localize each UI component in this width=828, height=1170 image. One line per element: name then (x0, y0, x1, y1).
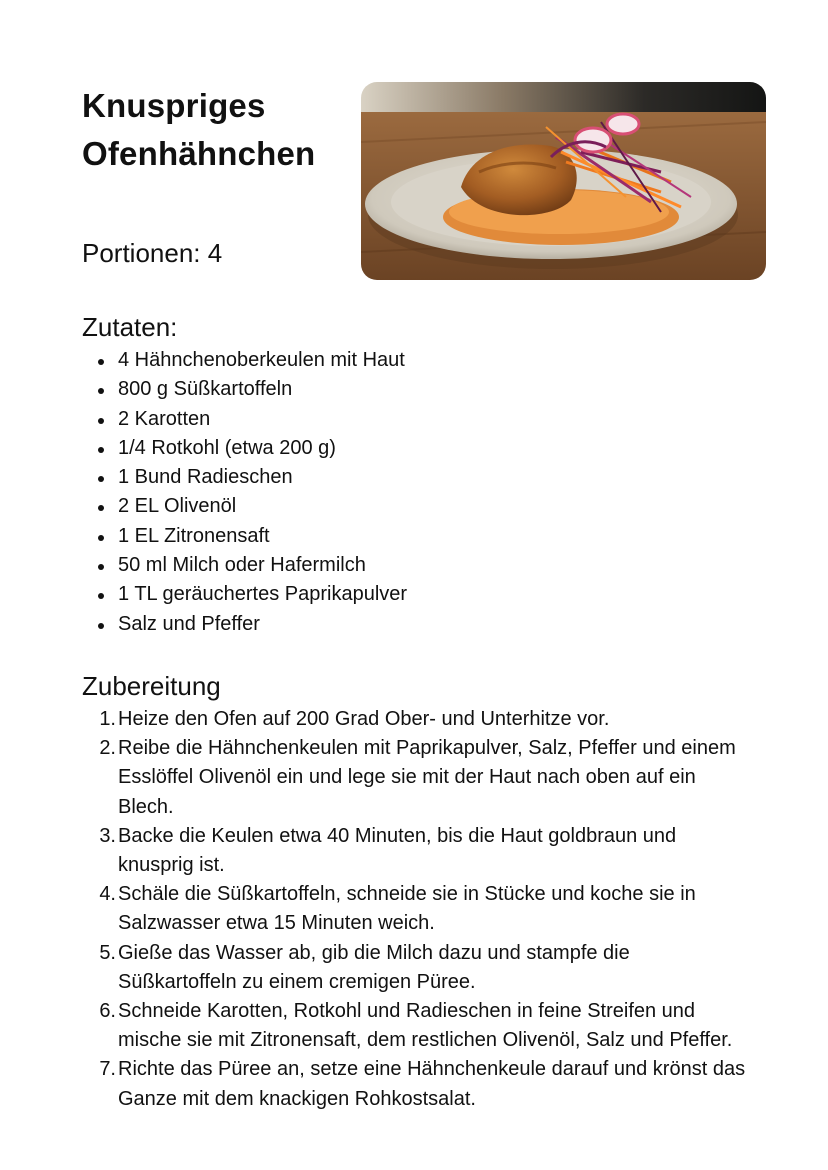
ingredient-item: 1 EL Zitronensaft (82, 522, 742, 551)
ingredient-item: 50 ml Milch oder Hafermilch (82, 551, 742, 580)
step-number: 6. (99, 1000, 116, 1023)
step-text: Reibe die Hähnchenkeulen mit Paprikapulver, Salz, Pfeffer und einem Esslöffel Olivenöl ein und lege sie mit der Haut nach oben auf ein Blech. (118, 737, 736, 818)
step-text: Schäle die Süßkartoffeln, schneide sie in Stücke und koche sie in Salzwasser etwa 15 Minuten weich. (118, 883, 696, 935)
ingredients-heading: Zutaten: (82, 312, 178, 342)
step-item (82, 880, 752, 938)
ingredient-item: 2 Karotten (82, 405, 742, 434)
step-item (82, 997, 752, 1055)
ingredient-item: 1/4 Rotkohl (etwa 200 g) (82, 434, 742, 463)
step-item (82, 705, 752, 734)
step-text: Backe die Keulen etwa 40 Minuten, bis die Haut goldbraun und knusprig ist. (118, 824, 677, 877)
ingredient-item: 2 EL Olivenöl (82, 492, 742, 521)
ingredients-list (82, 346, 742, 639)
ingredient-item: 800 g Süßkartoffeln (82, 375, 742, 404)
step-text: Richte das Püree an, setze eine Hähnchenkeule darauf und krönst das Ganze mit dem knackigen Rohkostsalat. (118, 1058, 746, 1110)
step-number: 4. (99, 883, 116, 906)
step-item (82, 734, 752, 822)
step-text: Schneide Karotten, Rotkohl und Radieschen in feine Streifen und mische sie mit Zitronensaft, dem restlichen Olivenöl, Salz und Pfeffer. (118, 1000, 733, 1052)
preparation-heading: Zubereitung (82, 671, 221, 701)
ingredient-item: 4 Hähnchenoberkeulen mit Haut (82, 346, 742, 375)
ingredient-item: 1 Bund Radieschen (82, 463, 742, 492)
ingredient-item: 1 TL geräuchertes Paprikapulver (82, 580, 742, 609)
step-number: 2. (99, 737, 116, 760)
ingredient-item: Salz und Pfeffer (82, 610, 742, 639)
recipe-title: Knuspriges Ofenhähnchen (82, 87, 316, 172)
step-number: 7. (99, 1058, 116, 1081)
step-item (82, 1055, 752, 1113)
step-text: Gieße das Wasser ab, gib die Milch dazu und stampfe die Süßkartoffeln zu einem cremigen Püree. (118, 941, 630, 993)
step-item (82, 822, 752, 880)
servings-label: Portionen: 4 (82, 238, 223, 268)
step-number: 5. (99, 941, 116, 964)
step-number: 3. (99, 824, 116, 847)
step-number: 1. (99, 708, 116, 730)
step-text: Heize den Ofen auf 200 Grad Ober- und Unterhitze vor. (118, 708, 610, 730)
recipe-photo (361, 82, 766, 280)
preparation-steps-list (82, 705, 752, 1114)
step-item (82, 939, 752, 997)
